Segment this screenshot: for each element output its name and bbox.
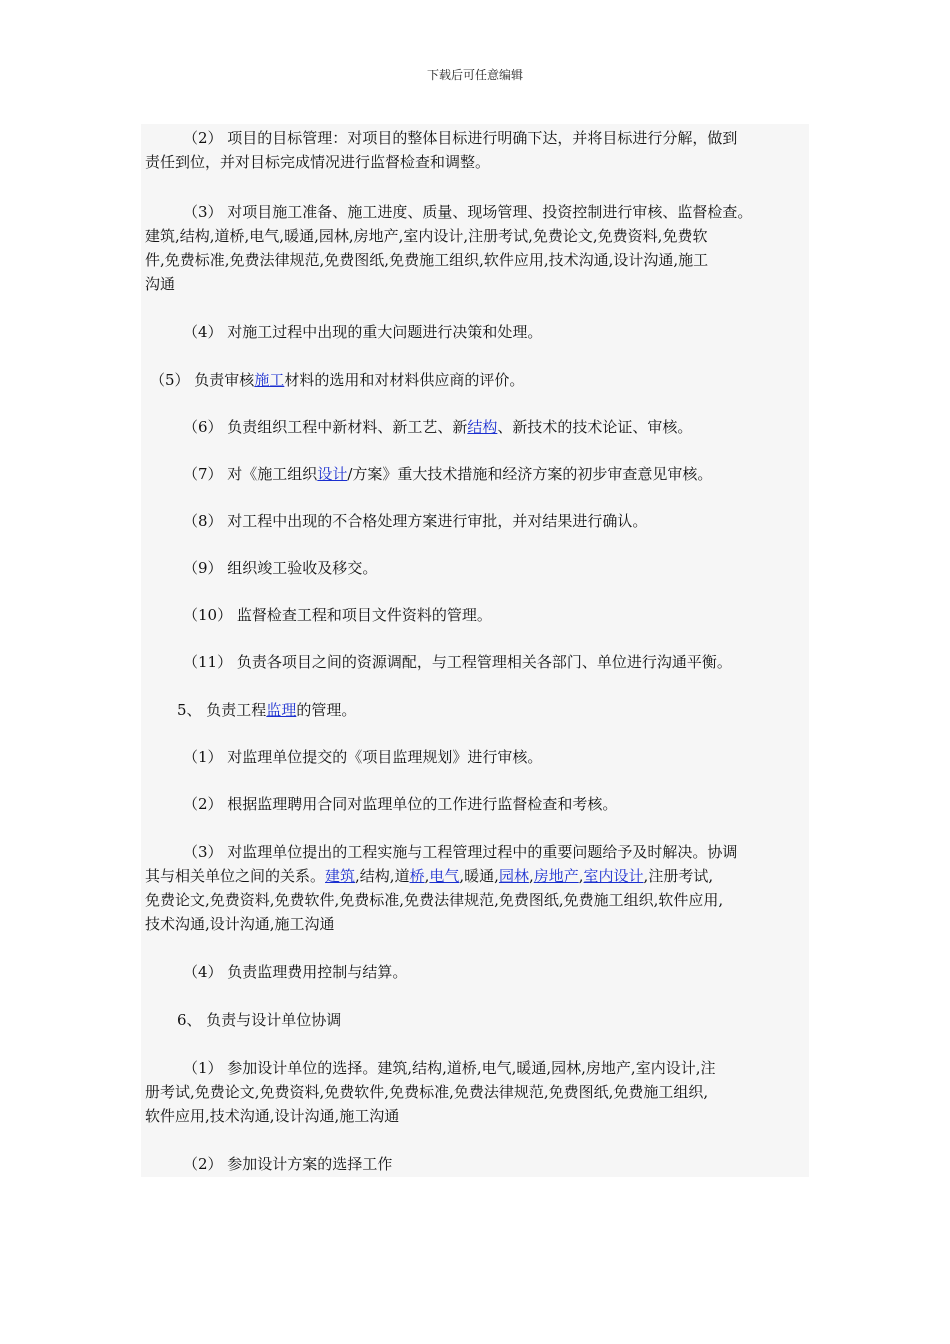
text-line: 软件应用,技术沟通,设计沟通,施工沟通 [145, 1107, 400, 1125]
text-span: （7） 对《施工组织 [183, 465, 318, 483]
text-line: （11） 负责各项目之间的资源调配，与工程管理相关各部门、单位进行沟通平衡。 [183, 653, 732, 671]
text-line: 件,免费标准,免费法律规范,免费图纸,免费施工组织,软件应用,技术沟通,设计沟通,施工 [145, 251, 709, 269]
text-span: ,结构,道 [355, 867, 410, 885]
text-span: ,注册考试, [643, 867, 714, 885]
paragraph-7 [145, 462, 811, 486]
text-span: 、新技术的技术论证、审核。 [497, 418, 693, 436]
text-span: 其与相关单位之间的关系。 [145, 867, 326, 885]
text-line: （2） 参加设计方案的选择工作 [183, 1155, 393, 1173]
text-span: 的管理。 [296, 701, 357, 719]
text-line: （4） 对施工过程中出现的重大问题进行决策和处理。 [183, 323, 543, 341]
section-5 [145, 698, 811, 722]
link-supervision[interactable]: 监理 [266, 701, 297, 719]
link-design[interactable]: 设计 [317, 465, 348, 483]
text-span: 材料的选用和对材料供应商的评价。 [284, 371, 525, 389]
text-line: 建筑,结构,道桥,电气,暖通,园林,房地产,室内设计,注册考试,免费论文,免费资料,免费软 [145, 227, 708, 245]
link-architecture[interactable]: 建筑 [325, 867, 356, 885]
text-span: , [528, 867, 534, 885]
link-structure[interactable]: 结构 [467, 418, 498, 436]
text-line: （10） 监督检查工程和项目文件资料的管理。 [183, 606, 492, 624]
link-electrical[interactable]: 电气 [429, 867, 460, 885]
text-span: ,暖通, [459, 867, 499, 885]
text-span: /方案》重大技术措施和经济方案的初步审查意见审核。 [347, 465, 713, 483]
text-line: （9） 组织竣工验收及移交。 [183, 559, 378, 577]
text-line: （2） 根据监理聘用合同对监理单位的工作进行监督检查和考核。 [183, 795, 618, 813]
paragraph-6 [145, 415, 811, 439]
section-6: 6、 负责与设计单位协调 [177, 1011, 342, 1029]
page-header: 下载后可任意编辑 [426, 68, 523, 82]
link-bridge[interactable]: 桥 [409, 867, 425, 885]
text-line: 沟通 [145, 275, 176, 293]
text-line: （2） 项目的目标管理：对项目的整体目标进行明确下达，并将目标进行分解，做到 [183, 129, 738, 147]
link-landscape[interactable]: 园林 [498, 867, 529, 885]
text-line: 技术沟通,设计沟通,施工沟通 [145, 915, 335, 933]
text-line: （3） 对监理单位提出的工程实施与工程管理过程中的重要问题给予及时解决。协调 [183, 843, 738, 861]
text-line: （8） 对工程中出现的不合格处理方案进行审批，并对结果进行确认。 [183, 512, 648, 530]
paragraph-3-line-2 [145, 864, 811, 888]
text-span: 5、 负责工程 [177, 701, 267, 719]
text-span: （5） 负责审核 [150, 371, 255, 389]
text-line: （4） 负责监理费用控制与结算。 [183, 963, 408, 981]
link-real-estate[interactable]: 房地产 [533, 867, 579, 885]
link-construction[interactable]: 施工 [254, 371, 285, 389]
paragraph-2 [145, 126, 811, 150]
text-line: 册考试,免费论文,免费资料,免费软件,免费标准,免费法律规范,免费图纸,免费施工组织, [145, 1083, 709, 1101]
text-span: , [424, 867, 430, 885]
paragraph-5 [150, 368, 816, 392]
text-span: （6） 负责组织工程中新材料、新工艺、新 [183, 418, 468, 436]
text-line: 责任到位，并对目标完成情况进行监督检查和调整。 [145, 153, 491, 171]
text-line: （1） 参加设计单位的选择。建筑,结构,道桥,电气,暖通,园林,房地产,室内设计,注 [183, 1059, 716, 1077]
text-span: , [578, 867, 584, 885]
text-line: 免费论文,免费资料,免费软件,免费标准,免费法律规范,免费图纸,免费施工组织,软件应用, [145, 891, 724, 909]
link-interior-design[interactable]: 室内设计 [583, 867, 644, 885]
text-line: （1） 对监理单位提交的《项目监理规划》进行审核。 [183, 748, 543, 766]
text-line: （3） 对项目施工准备、施工进度、质量、现场管理、投资控制进行审核、监督检查。 [183, 203, 753, 221]
